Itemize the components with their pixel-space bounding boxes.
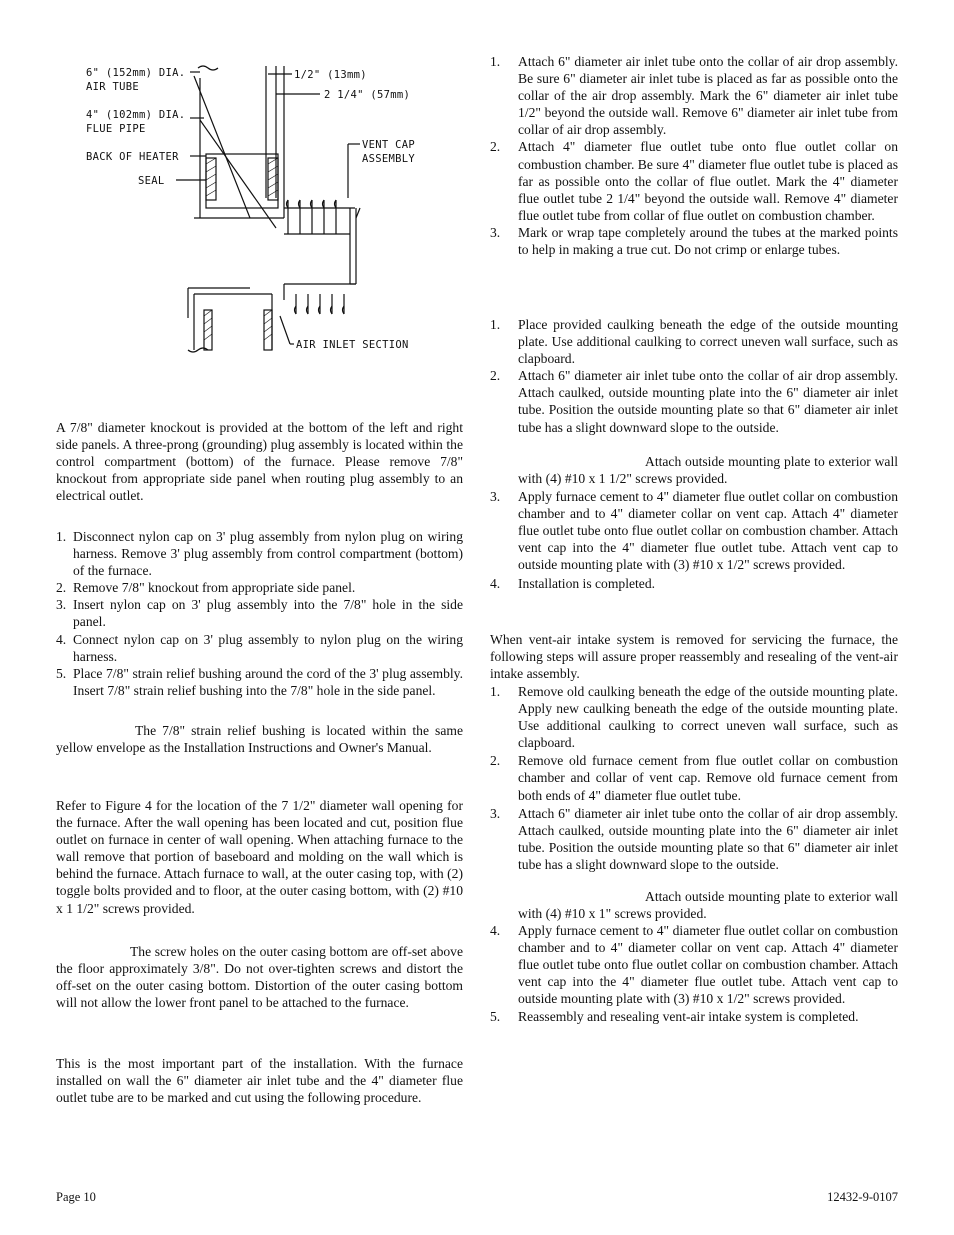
list-item: 4. Installation is completed.	[490, 576, 656, 592]
list-item: 1. Place provided caulking beneath the edge of the outside mounting plate. Use additional caulking to correct uneven wall surface, such as clapboard.	[490, 317, 898, 367]
list-item: 2. Attach 4" diameter flue outlet tube onto flue outlet collar on combustion chamber. Be sure 4" diameter flue outlet tube is placed as far as possible onto the collar of flue outlet. Mark the 4" diameter flue outlet tube 2 1/4" beyond the outside wall. Remove 4" diameter flue outlet tube from collar of flue outlet on combustion chamber.	[490, 139, 898, 223]
label-vent-cap-2: ASSEMBLY	[362, 153, 415, 165]
install-steps-b	[490, 488, 898, 593]
list-item: 3. Mark or wrap tape completely around the tubes at the marked points to help in making a true cut. Do not crimp or enlarge tubes.	[490, 224, 898, 258]
screw-note: The screw holes on the outer casing bottom are off-set above the floor approximately 3/8". Do not over-tighten screws and distort the off-set on the outer casing bottom. Distortion of the outer casing bottom will not allow the lower front panel to be attached to the furnace.	[56, 944, 463, 1011]
service-note: Attach outside mounting plate to exterior wall with (4) #10 x 1" screws provided.	[518, 889, 898, 922]
label-back-of-heater: BACK OF HEATER	[86, 151, 179, 163]
list-item: 1. Disconnect nylon cap on 3' plug assembly from nylon plug on wiring harness. Remove 3' plug assembly from control compartment (bottom) of the furnace.	[56, 529, 463, 579]
list-item: 2. Remove old furnace cement from flue outlet collar on combustion chamber and collar of vent cap. Remove old furnace cement from both ends of 4" diameter flue outlet tube.	[490, 753, 898, 803]
label-air-tube-1: 6" (152mm) DIA.	[86, 67, 186, 79]
install-steps-a	[490, 316, 898, 436]
list-item: 1. Attach 6" diameter air inlet tube onto the collar of air drop assembly. Be sure 6" diameter air inlet tube is placed as far as possible onto the collar of the air drop assembly. Mark the 6" diameter air inlet tube 1/2" beyond the outside wall. Remove 6" diameter air inlet tube from collar of air drop assembly.	[490, 54, 898, 138]
service-steps-b	[490, 922, 898, 1026]
knockout-paragraph: A 7/8" diameter knockout is provided at the bottom of the left and right side panels. A three-prong (grounding) plug assembly is located within the control compartment (bottom) of the furnace. Please remove 7/8" knockout from appropriate side panel when routing plug assembly to an electrical outlet.	[56, 420, 463, 504]
page-number: Page 10	[56, 1190, 96, 1204]
list-item: 1. Remove old caulking beneath the edge of the outside mounting plate. Apply new caulking beneath the edge of the outside mounting plate. Use additional caulking to correct uneven wall surface, such as clapboard.	[490, 684, 898, 751]
label-air-tube-2: AIR TUBE	[86, 81, 139, 93]
list-item: 3. Insert nylon cap on 3' plug assembly into the 7/8" hole in the side panel.	[56, 597, 463, 630]
label-half-inch: 1/2" (13mm)	[294, 69, 367, 81]
list-item: 4. Connect nylon cap on 3' plug assembly to nylon plug on the wiring harness.	[56, 631, 463, 664]
label-two-quarter: 2 1/4" (57mm)	[324, 89, 411, 101]
wall-opening-paragraph: Refer to Figure 4 for the location of the 7 1/2" diameter wall opening for the furnace. After the wall opening has been located and cut, position flue outlet on furnace in center of wall opening. When attaching furnace to the wall remove that portion of baseboard and molding on the wall which is behind the furnace. Attach furnace to wall, at the outer casing top, with (2) toggle bolts provided and to floor, at the outer casing bottom, with (2) #10 x 1 1/2" screws provided.	[56, 798, 463, 916]
list-item: 2. Remove 7/8" knockout from appropriate side panel.	[56, 580, 356, 596]
list-item: 4. Apply furnace cement to 4" diameter flue outlet collar on combustion chamber and to 4" diameter collar on vent cap. Attach 4" diameter flue outlet tube onto flue outlet collar on combustion chamber. Attach vent cap into the 4" diameter flue outlet tube. Attach vent cap to outside mounting plate with (3) #10 x 1/2" screws provided.	[490, 923, 898, 1007]
vent-assembly-diagram	[80, 58, 440, 358]
install-note: Attach outside mounting plate to exterior wall with (4) #10 x 1 1/2" screws provided.	[518, 454, 898, 487]
list-item: 2. Attach 6" diameter air inlet tube onto the collar of air drop assembly. Attach caulked, outside mounting plate into the 6" diameter air inlet tube. Position the outside mounting plate so that 6" diameter air inlet tube has a slight downward slope to the outside.	[490, 368, 898, 435]
label-flue-pipe-2: FLUE PIPE	[86, 123, 146, 135]
list-item: 3. Attach 6" diameter air inlet tube onto the collar of air drop assembly. Attach caulked, outside mounting plate into the 6" diameter air inlet tube. Position the outside mounting plate so that 6" diameter air inlet tube has a slight downward slope to the outside.	[490, 805, 898, 872]
service-steps-a	[490, 683, 898, 873]
label-air-inlet: AIR INLET SECTION	[296, 339, 409, 351]
marking-intro: This is the most important part of the installation. With the furnace installed on wall the 6" diameter air inlet tube and the 4" diameter flue outlet tube are to be marked and cut using the following procedure.	[56, 1056, 463, 1106]
list-item: 5. Reassembly and resealing vent-air intake system is completed.	[490, 1009, 859, 1025]
plug-steps	[56, 528, 463, 699]
cut-steps	[490, 53, 898, 258]
document-id: 12432-9-0107	[827, 1190, 898, 1204]
list-item: 5. Place 7/8" strain relief bushing around the cord of the 3' plug assembly. Insert 7/8" strain relief bushing into the 7/8" hole in the side panel.	[56, 665, 463, 698]
label-seal: SEAL	[138, 175, 165, 187]
list-item: 3. Apply furnace cement to 4" diameter flue outlet collar on combustion chamber and to 4" diameter collar on vent cap. Attach 4" diameter flue outlet tube onto flue outlet collar on combustion chamber. Attach vent cap into the 4" diameter flue outlet tube. Attach vent cap to outside mounting plate with (3) #10 x 1/2" screws provided.	[490, 489, 898, 573]
label-flue-pipe-1: 4" (102mm) DIA.	[86, 109, 186, 121]
service-intro: When vent-air intake system is removed for servicing the furnace, the following steps will assure proper reassembly and resealing of the vent-air intake assembly.	[490, 632, 898, 682]
bushing-note: The 7/8" strain relief bushing is located within the same yellow envelope as the Installation Instructions and Owner's Manual.	[56, 723, 463, 756]
label-vent-cap-1: VENT CAP	[362, 139, 415, 151]
